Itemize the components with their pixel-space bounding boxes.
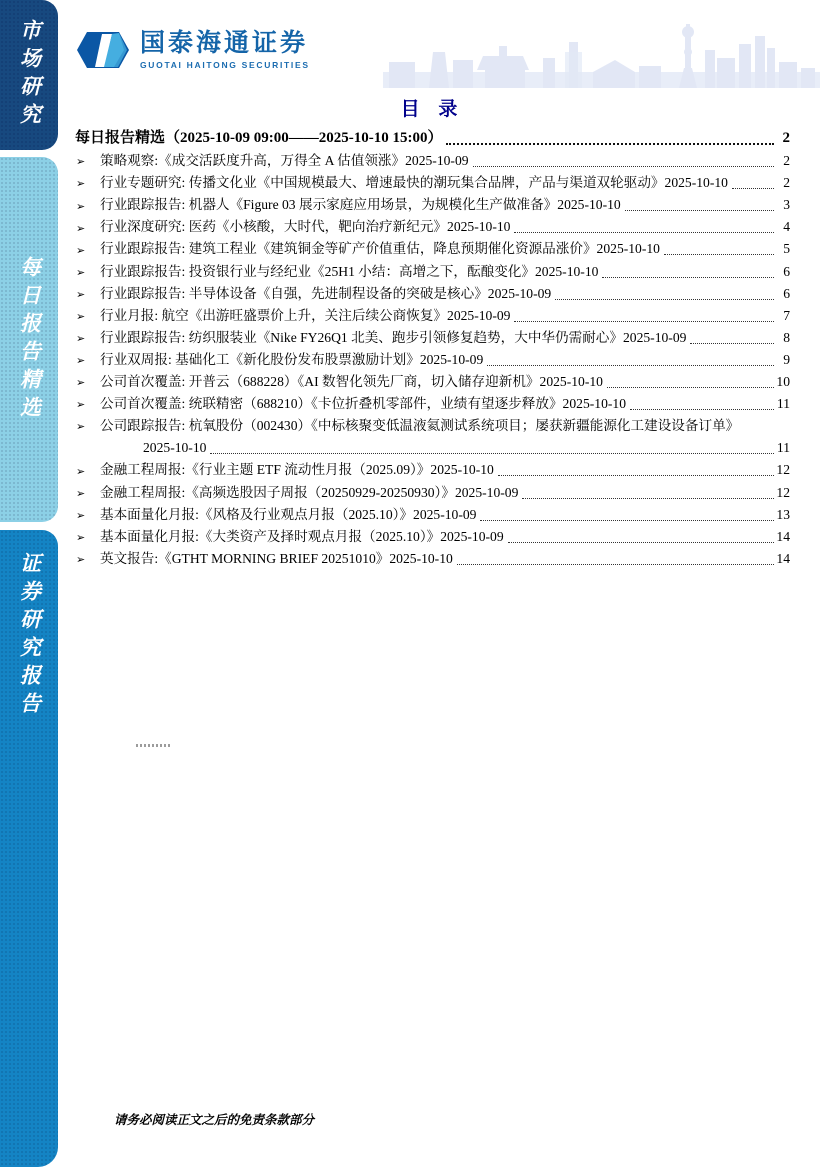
dot-leader <box>457 564 774 565</box>
sidebar-section-securities-research-report <box>0 530 58 1167</box>
toc-item-bullet-icon: ➢ <box>76 265 86 279</box>
toc-item-text: 行业跟踪报告: 纺织服装业《Nike FY26Q1 北美、跑步引领修复趋势，大中华仍需耐心》2025-10-09 <box>100 329 687 345</box>
toc-header-text: 每日报告精选（2025-10-09 09:00——2025-10-10 15:00） <box>75 130 443 147</box>
toc-item-bullet-icon: ➢ <box>76 199 86 213</box>
sidebar-section-daily-report-digest <box>0 157 58 522</box>
dot-leader <box>473 166 774 167</box>
sidebar-label-daily-report-digest: 每日报告精选 <box>17 255 42 424</box>
toc-item-page-number: 11 <box>776 440 790 456</box>
toc-item-bullet-icon: ➢ <box>76 508 86 522</box>
toc-item-page-number: 7 <box>783 307 790 323</box>
toc-item-text: 策略观察:《成交活跃度升高，万得全 A 估值领涨》2025-10-09 <box>100 153 469 169</box>
toc-item-text: 公司首次覆盖: 统联精密（688210）《卡位折叠机零部件，业绩有望逐步释放》2025-10-10 <box>100 396 626 412</box>
dot-leader <box>625 210 774 211</box>
toc-item-text: 行业跟踪报告: 机器人《Figure 03 展示家庭应用场景，为规模化生产做准备》2025-10-10 <box>100 197 621 213</box>
toc-item-text: 基本面量化月报:《大类资产及择时观点月报（2025.10）》2025-10-09 <box>100 528 504 544</box>
toc-item[interactable] <box>75 258 790 280</box>
toc-item-bullet-icon: ➢ <box>76 155 86 169</box>
dot-leader <box>690 343 774 344</box>
toc-items-container <box>75 148 790 568</box>
toc-item-page-number: 12 <box>776 462 790 478</box>
toc-item-bullet-icon: ➢ <box>76 221 86 235</box>
toc-item-text: 行业专题研究: 传播文化业《中国规模最大、增速最快的潮玩集合品牌，产品与渠道双轮驱动》2025-10-10 <box>100 175 728 191</box>
dot-leader <box>555 299 774 300</box>
dot-leader <box>514 232 774 233</box>
dot-leader <box>514 321 774 322</box>
toc-item[interactable] <box>75 524 790 546</box>
sidebar-section-market-research <box>0 0 58 150</box>
toc-item-bullet-icon: ➢ <box>76 177 86 191</box>
toc-item-continuation[interactable] <box>75 435 790 457</box>
toc-item-bullet-icon: ➢ <box>76 420 86 434</box>
dot-leader <box>664 254 774 255</box>
dot-leader <box>522 498 774 499</box>
toc-item-text: 基本面量化月报:《风格及行业观点月报（2025.10）》2025-10-09 <box>100 506 477 522</box>
toc-item-page-number: 2 <box>783 153 790 169</box>
toc-item[interactable] <box>75 347 790 369</box>
toc-item-text: 行业月报: 航空《出游旺盛票价上升，关注后续公商恢复》2025-10-09 <box>100 307 511 323</box>
toc-item-bullet-icon: ➢ <box>76 310 86 323</box>
toc-item[interactable] <box>75 303 790 325</box>
toc-item[interactable] <box>75 369 790 391</box>
toc-item-page-number: 14 <box>776 528 790 544</box>
toc-item-page-number: 6 <box>783 263 790 279</box>
toc-item-page-number: 2 <box>783 175 790 191</box>
toc-section-header[interactable] <box>75 124 790 148</box>
dot-leader <box>602 277 774 278</box>
toc-item[interactable] <box>75 391 790 413</box>
toc-item-page-number: 4 <box>783 219 790 235</box>
toc-item-text: 金融工程周报:《行业主题 ETF 流动性月报（2025.09）》2025-10-10 <box>100 462 494 478</box>
toc-item[interactable] <box>75 325 790 347</box>
toc-item[interactable] <box>75 413 790 435</box>
dot-leader <box>210 453 774 454</box>
toc-item-bullet-icon: ➢ <box>76 354 86 368</box>
toc-header-page-number: 2 <box>782 130 790 147</box>
dot-leader <box>630 409 774 410</box>
toc-item-bullet-icon: ➢ <box>76 486 86 500</box>
toc-item[interactable] <box>75 192 790 214</box>
toc-item[interactable] <box>75 214 790 236</box>
brand-logo-icon <box>76 28 130 72</box>
dot-leader <box>607 387 774 388</box>
dot-leader <box>732 188 774 189</box>
tiny-print-artifact <box>136 744 170 747</box>
toc-item[interactable] <box>75 170 790 192</box>
toc-item[interactable] <box>75 479 790 501</box>
toc-item-page-number: 3 <box>783 197 790 213</box>
toc-item[interactable] <box>75 148 790 170</box>
toc-item-bullet-icon: ➢ <box>76 464 86 478</box>
toc-item-text: 行业深度研究: 医药《小核酸，大时代，靶向治疗新纪元》2025-10-10 <box>100 219 511 235</box>
brand-name-en: GUOTAI HAITONG SECURITIES <box>140 59 310 70</box>
toc-item-bullet-icon: ➢ <box>76 332 86 346</box>
brand-names <box>140 30 310 70</box>
toc-item[interactable] <box>75 502 790 524</box>
toc-item-page-number: 14 <box>776 550 790 566</box>
footer-disclaimer: 请务必阅读正文之后的免责条款部分 <box>114 1113 315 1127</box>
brand-header <box>76 28 310 72</box>
toc-item-page-number: 9 <box>783 351 790 367</box>
toc-item-text: 行业跟踪报告: 半导体设备《自强，先进制程设备的突破是核心》2025-10-09 <box>100 285 552 301</box>
toc-item[interactable] <box>75 281 790 303</box>
dot-leader <box>480 520 774 521</box>
toc-item-bullet-icon: ➢ <box>76 287 86 301</box>
toc-title: 目 录 <box>400 99 465 120</box>
toc-item-bullet-icon: ➢ <box>76 398 86 412</box>
toc-item-page-number: 6 <box>783 285 790 301</box>
toc-item[interactable] <box>75 546 790 568</box>
toc-item[interactable] <box>75 236 790 258</box>
toc-item-bullet-icon: ➢ <box>76 376 86 390</box>
toc-item[interactable] <box>75 457 790 479</box>
city-skyline-watermark <box>383 22 820 98</box>
toc-item-text: 公司首次覆盖: 开普云（688228）《AI 数智化领先厂商，切入储存迎新机》2025-10-10 <box>100 374 603 390</box>
toc-item-page-number: 12 <box>776 484 790 500</box>
dot-leader <box>508 542 774 543</box>
toc-item-text: 金融工程周报:《高频选股因子周报（20250929-20250930）》2025-10-09 <box>100 484 519 500</box>
toc-item-bullet-icon: ➢ <box>76 530 86 544</box>
toc-item-text: 行业跟踪报告: 建筑工程业《建筑铜金等矿产价值重估，降息预期催化资源品涨价》2025-10-10 <box>100 241 660 257</box>
brand-name-cn: 国泰海通证券 <box>140 29 309 58</box>
toc-item-bullet-icon: ➢ <box>76 243 86 257</box>
toc-item-bullet-icon: ➢ <box>76 553 86 567</box>
toc-item-text: 英文报告:《GTHT MORNING BRIEF 20251010》2025-10-10 <box>100 550 453 566</box>
toc-item-continuation-text: 2025-10-10 <box>143 440 207 456</box>
toc-list <box>75 124 790 568</box>
toc-item-text: 行业跟踪报告: 投资银行业与经纪业《25H1 小结：高增之下，酝酿变化》2025-10-10 <box>100 263 599 279</box>
toc-item-page-number: 8 <box>783 329 790 345</box>
dot-leader <box>498 475 774 476</box>
toc-item-text: 行业双周报: 基础化工《新化股份发布股票激励计划》2025-10-09 <box>100 351 484 367</box>
sidebar-label-securities-research-report: 证券研究报告 <box>17 552 42 720</box>
dot-leader <box>487 365 774 366</box>
dot-leader <box>446 143 774 145</box>
toc-item-page-number: 10 <box>776 374 790 390</box>
toc-item-page-number: 13 <box>776 506 790 522</box>
sidebar-label-market-research: 市场研究 <box>17 19 42 131</box>
toc-item-page-number: 5 <box>783 241 790 257</box>
toc-item-page-number: 11 <box>776 396 790 412</box>
toc-item-text: 公司跟踪报告: 杭氧股份（002430）《中标核聚变低温液氦测试系统项目；屡获新疆能源化工建设设备订单》 <box>100 418 740 434</box>
